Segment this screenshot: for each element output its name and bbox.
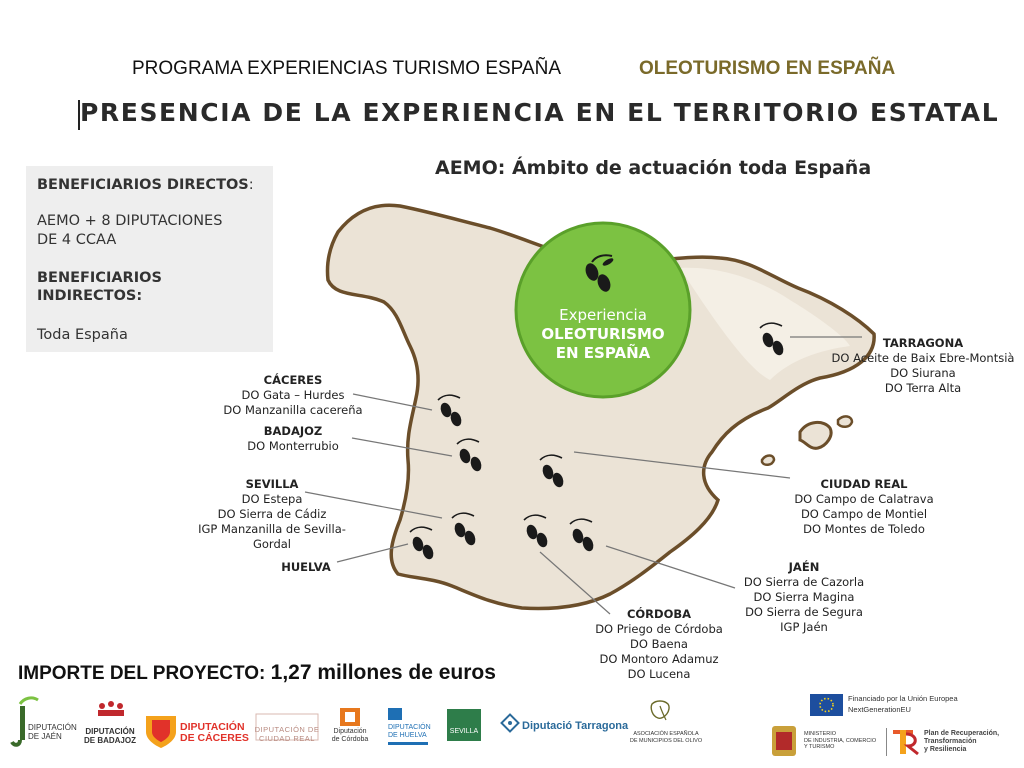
indirect-text: Toda España	[37, 327, 128, 343]
region-item: DO Manzanilla cacereña	[223, 403, 363, 417]
badge-text	[516, 306, 690, 363]
scope-subtitle: AEMO: Ámbito de actuación toda España	[435, 157, 872, 179]
project-amount-label: IMPORTE DEL PROYECTO:	[18, 663, 271, 684]
region-item: Gordal	[252, 537, 291, 551]
label-sevilla	[196, 477, 348, 552]
region-item: DO Aceite de Baix Ebre-Montsià	[831, 351, 1015, 365]
region-item: DO Lucena	[627, 667, 691, 681]
label-ciudad-real	[784, 477, 944, 537]
region-item: DO Montes de Toledo	[803, 522, 925, 536]
region-item: DO Sierra Magina	[753, 590, 855, 604]
region-item: DO Baena	[630, 637, 688, 651]
cordoba-logo-mark	[340, 708, 360, 726]
region-item: DO Campo de Calatrava	[794, 492, 934, 506]
logo-diputacion-huelva: DIPUTACIÓN DE HUELVA	[388, 724, 431, 739]
region-item: DO Terra Alta	[884, 381, 962, 395]
indirect-heading-1: BENEFICIARIOS	[37, 270, 162, 286]
label-jaen	[738, 560, 870, 635]
badge-line-2: OLEOTURISMO	[541, 325, 665, 343]
region-item: DO Sierra de Cazorla	[743, 575, 865, 589]
program-title: PROGRAMA EXPERIENCIAS TURISMO ESPAÑA	[132, 58, 562, 79]
project-amount	[18, 661, 496, 685]
logo-diputacion-sevilla: SEVILLA	[449, 728, 479, 735]
region-name: BADAJOZ	[263, 424, 323, 438]
label-badajoz	[236, 424, 350, 454]
eu-flag-icon	[810, 694, 843, 716]
aemo-logo-mark	[651, 701, 669, 720]
project-amount-value: 1,27 millones de euros	[270, 661, 496, 684]
logo-diputacion-ciudad-real: DIPUTACIÓN DE CIUDAD REAL	[254, 725, 320, 743]
logo-recovery-plan: Plan de Recuperación, Transformación y Resiliencia	[924, 730, 1000, 753]
region-item: DO Sierra de Segura	[745, 605, 863, 619]
spain-coat-of-arms-icon	[772, 726, 796, 756]
balearic-menorca	[838, 416, 852, 426]
sevilla-logo-mark	[447, 709, 481, 741]
indirect-heading-2: INDIRECTOS:	[37, 288, 143, 304]
logo-eu-funding: Financiado por la Unión Europea NextGenerationEU	[848, 694, 958, 714]
recovery-plan-logo-mark	[893, 730, 918, 754]
balearic-ibiza	[762, 456, 774, 465]
region-item: DO Priego de Córdoba	[595, 622, 723, 636]
product-title: OLEOTURISMO EN ESPAÑA	[639, 58, 896, 79]
region-name: TARRAGONA	[882, 336, 964, 350]
badge-line-3: EN ESPAÑA	[555, 344, 651, 362]
balearic-mallorca	[800, 422, 831, 448]
region-item: DO Estepa	[241, 492, 303, 506]
region-name: SEVILLA	[245, 477, 299, 491]
label-cordoba	[586, 607, 732, 682]
caceres-shield-icon	[146, 716, 176, 748]
region-name: CIUDAD REAL	[820, 477, 908, 491]
logo-diputacion-cordoba: Diputación de Córdoba	[331, 728, 369, 743]
label-tarragona	[824, 336, 1022, 396]
logo-aemo: ASOCIACIÓN ESPAÑOLA DE MUNICIPIOS DEL OLIVO	[629, 731, 703, 744]
logo-diputacion-badajoz: DIPUTACIÓN DE BADAJOZ	[83, 727, 136, 745]
label-huelva	[276, 560, 336, 575]
tarragona-logo-mark	[502, 715, 519, 732]
region-item: DO Sierra de Cádiz	[217, 507, 327, 521]
page-title: PRESENCIA DE LA EXPERIENCIA EN EL TERRITORIO ESTATAL	[80, 98, 1000, 127]
region-item: IGP Jaén	[780, 620, 828, 634]
direct-line-2: DE 4 CCAA	[37, 232, 117, 248]
region-name: HUELVA	[281, 560, 331, 574]
region-name: JAÉN	[788, 560, 820, 574]
badajoz-crown-icon	[98, 701, 124, 716]
region-item: DO Campo de Montiel	[800, 507, 928, 521]
logo-diputacion-jaen: DIPUTACIÓN DE JAÉN	[28, 723, 77, 741]
ministry-divider	[886, 728, 887, 756]
region-item: DO Montoro Adamuz	[599, 652, 719, 666]
region-name: CÁCERES	[263, 373, 323, 387]
region-item: DO Siurana	[890, 366, 956, 380]
region-item: DO Gata – Hurdes	[241, 388, 345, 402]
logo-diputacio-tarragona: Diputació Tarragona	[522, 720, 629, 732]
region-name: CÓRDOBA	[626, 607, 692, 621]
label-caceres	[218, 373, 368, 418]
badge-line-1: Experiencia	[559, 306, 647, 324]
region-item: DO Monterrubio	[247, 439, 339, 453]
direct-line-1: AEMO + 8 DIPUTACIONES	[37, 213, 223, 229]
logo-diputacion-caceres: DIPUTACIÓN DE CÁCERES	[180, 721, 249, 744]
region-item: IGP Manzanilla de Sevilla-	[198, 522, 346, 536]
direct-heading: BENEFICIARIOS DIRECTOS:	[37, 177, 254, 193]
logo-ministerio: MINISTERIO DE INDUSTRIA, COMERCIO Y TURISMO	[804, 731, 877, 750]
beneficiaries-box	[26, 166, 273, 352]
